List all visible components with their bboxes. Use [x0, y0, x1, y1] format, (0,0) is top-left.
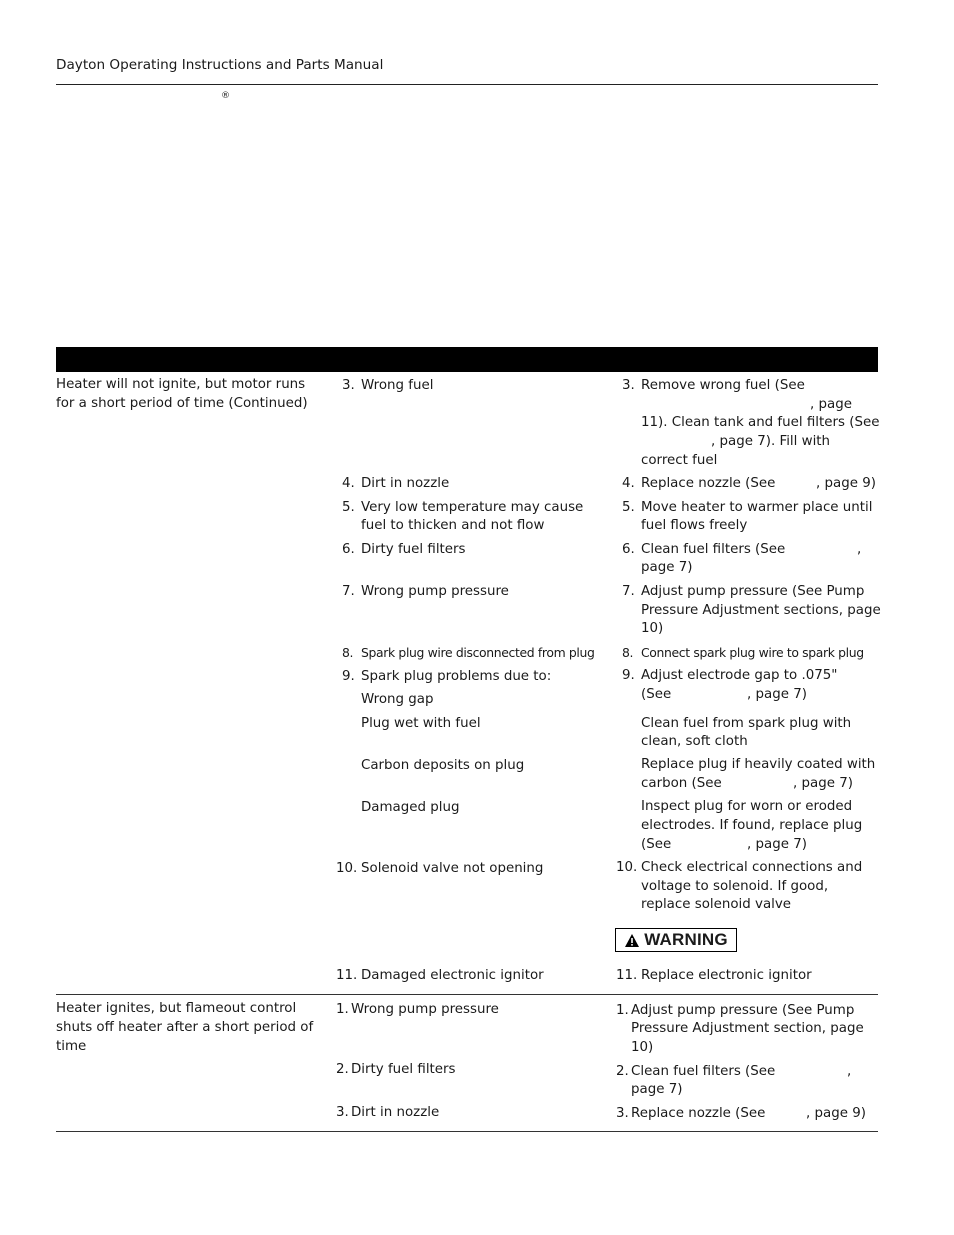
problem-text: shuts off heater after a short period of [56, 1020, 314, 1035]
remedy-number: 2. [616, 1064, 629, 1079]
cause-text: Damaged plug [361, 800, 460, 815]
cause-text: Dirt in nozzle [351, 1105, 440, 1120]
remedy-number: 4. [622, 476, 635, 491]
remedy-text: , page 9) [806, 1106, 866, 1121]
warning-text: WARNING [644, 930, 728, 949]
remedy-text: , page 9) [816, 476, 876, 491]
cause-number: 6. [342, 542, 355, 557]
remedy-text: Adjust pump pressure (See Pump [641, 584, 865, 599]
remedy-text: , page 7) [747, 687, 807, 702]
cause-text: Spark plug wire disconnected from plug [361, 645, 595, 660]
cause-number: 5. [342, 500, 355, 515]
remedy-text: , page 7) [747, 837, 807, 852]
remedy-number: 1. [616, 1003, 629, 1018]
remedy-text: carbon (See [641, 776, 722, 791]
remedy-text: page 7) [641, 560, 693, 575]
cause-number: 4. [342, 476, 355, 491]
remedy-text: clean, soft cloth [641, 734, 748, 749]
cause-text: Carbon deposits on plug [361, 758, 525, 773]
remedy-number: 6. [622, 542, 635, 557]
cause-text: Dirty fuel filters [361, 542, 466, 557]
cause-text: Very low temperature may cause [361, 500, 584, 515]
remedy-text: Replace nozzle (See [631, 1106, 766, 1121]
remedy-text: , page [810, 397, 852, 412]
cause-number: 8. [342, 645, 354, 660]
warning-triangle-icon [624, 933, 640, 948]
remedy-text: Clean fuel filters (See [641, 542, 786, 557]
warning-label [615, 928, 737, 952]
remedy-text: 10) [631, 1040, 654, 1055]
cause-text: Solenoid valve not opening [361, 861, 544, 876]
remedy-text: Adjust pump pressure (See Pump [631, 1003, 855, 1018]
remedy-text: , [847, 1064, 852, 1079]
remedy-text: Pressure Adjustment sections, page [641, 603, 881, 618]
row-divider [56, 994, 878, 995]
cause-text: Wrong pump pressure [351, 1002, 499, 1017]
cause-text: Wrong fuel [361, 378, 434, 393]
remedy-text: Clean fuel from spark plug with [641, 716, 852, 731]
remedy-text: , page 7) [793, 776, 853, 791]
remedy-text: Check electrical connections and [641, 860, 863, 875]
remedy-text: Inspect plug for worn or eroded [641, 799, 853, 814]
remedy-text: 11). Clean tank and fuel filters (See [641, 415, 880, 430]
cause-text: fuel to thicken and not flow [361, 518, 545, 533]
remedy-text: electrodes. If found, replace plug [641, 818, 863, 833]
remedy-text: (See [641, 687, 672, 702]
remedy-text: page 7) [631, 1082, 683, 1097]
problem-text: time [56, 1039, 87, 1054]
cause-text: Wrong gap [361, 692, 434, 707]
remedy-number: 8. [622, 645, 634, 660]
remedy-number: 3. [616, 1106, 629, 1121]
remedy-text: Pressure Adjustment section, page [631, 1021, 864, 1036]
remedy-text: replace solenoid valve [641, 897, 792, 912]
cause-text: Spark plug problems due to: [361, 669, 552, 684]
remedy-text: Replace nozzle (See [641, 476, 776, 491]
remedy-text: voltage to solenoid. If good, [641, 879, 829, 894]
header-divider [56, 84, 878, 85]
cause-number: 10. [336, 861, 358, 876]
table-header-bar [56, 347, 878, 372]
cause-number: 11. [336, 968, 358, 983]
remedy-text: Clean fuel filters (See [631, 1064, 776, 1079]
remedy-text: correct fuel [641, 453, 718, 468]
remedy-text: Adjust electrode gap to .075" [641, 668, 838, 683]
remedy-text: Replace electronic ignitor [641, 968, 812, 983]
remedy-number: 10. [616, 860, 638, 875]
remedy-number: 7. [622, 584, 635, 599]
remedy-text: fuel flows freely [641, 518, 748, 533]
registered-mark: ® [221, 91, 230, 101]
remedy-number: 9. [622, 668, 635, 683]
remedy-text: , page 7). Fill with [711, 434, 831, 449]
remedy-text: 10) [641, 621, 664, 636]
problem-text: Heater will not ignite, but motor runs [56, 377, 306, 392]
remedy-number: 11. [616, 968, 638, 983]
problem-text: for a short period of time (Continued) [56, 396, 308, 411]
cause-number: 2. [336, 1062, 349, 1077]
remedy-number: 5. [622, 500, 635, 515]
cause-number: 9. [342, 669, 355, 684]
cause-number: 1. [336, 1002, 349, 1017]
cause-text: Damaged electronic ignitor [361, 968, 544, 983]
cause-text: Dirty fuel filters [351, 1062, 456, 1077]
remedy-text: (See [641, 837, 672, 852]
remedy-text: Connect spark plug wire to spark plug [641, 645, 864, 660]
cause-text: Plug wet with fuel [361, 716, 481, 731]
cause-number: 7. [342, 584, 355, 599]
remedy-number: 3. [622, 378, 635, 393]
remedy-text: Remove wrong fuel (See [641, 378, 805, 393]
cause-number: 3. [342, 378, 355, 393]
cause-text: Wrong pump pressure [361, 584, 509, 599]
cause-number: 3. [336, 1105, 349, 1120]
cause-text: Dirt in nozzle [361, 476, 450, 491]
remedy-text: Replace plug if heavily coated with [641, 757, 876, 772]
header-title: Dayton Operating Instructions and Parts Manual [56, 57, 384, 73]
remedy-text: , [857, 542, 862, 557]
remedy-text: Move heater to warmer place until [641, 500, 873, 515]
problem-text: Heater ignites, but flameout control [56, 1001, 297, 1016]
table-bottom-rule [56, 1131, 878, 1132]
